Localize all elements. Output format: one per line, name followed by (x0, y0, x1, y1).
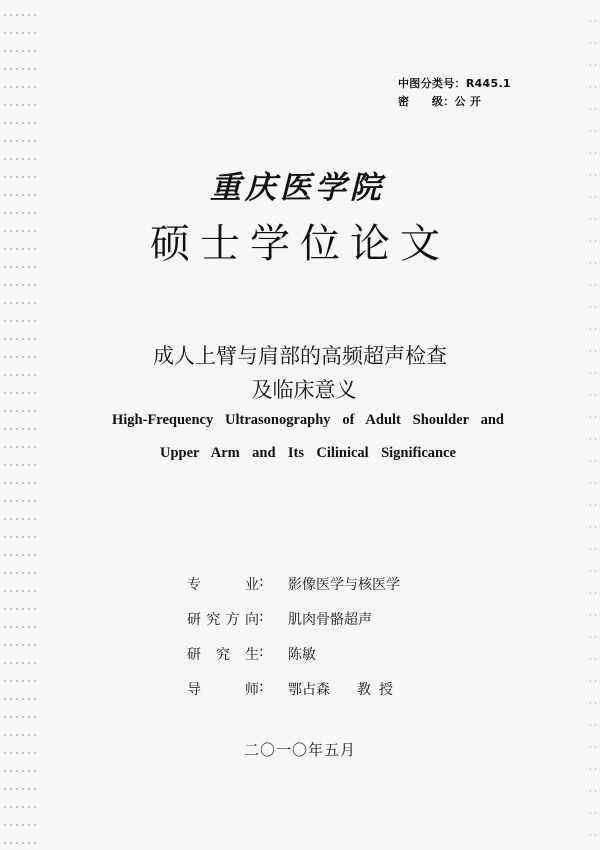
chinese-title-line-1: 成人上臂与肩部的高频超声检查 (153, 344, 447, 368)
student-value: 陈敏 (288, 647, 316, 663)
school-name: 重庆医学院 (210, 170, 385, 206)
student-colon: : (259, 644, 264, 660)
english-title-line-2: Upper Arm and Its Cilinical Significance (160, 445, 456, 461)
major-colon: : (259, 574, 264, 590)
degree-title: 硕士学位论文 (150, 221, 450, 267)
advisor-label: 导 师 (187, 682, 259, 698)
advisor-colon: : (259, 679, 264, 695)
direction-value: 肌肉骨骼超声 (288, 612, 372, 628)
security-label: 密 级： (398, 95, 455, 108)
scan-edge-right (586, 0, 600, 850)
english-title-line-1: High-Frequency Ultrasonography of Adult Shoulder and (112, 412, 504, 428)
direction-label: 研 究 方 向 (187, 612, 259, 628)
major-label: 专 业 (187, 577, 259, 593)
chinese-title-line-2: 及临床意义 (251, 378, 357, 402)
classification-block (398, 75, 511, 111)
advisor-title: 教授 (357, 682, 401, 698)
scan-edge-left (0, 0, 40, 850)
advisor-value: 鄂占森 (288, 682, 330, 698)
student-label: 研 究 生 (187, 647, 259, 663)
security-level (398, 93, 511, 111)
direction-colon: : (259, 609, 264, 625)
classification-number (398, 75, 511, 93)
submission-date: 二〇一〇年五月 (243, 741, 356, 759)
major-value: 影像医学与核医学 (288, 577, 400, 593)
classification-value: R445.1 (465, 77, 511, 90)
classification-label: 中图分类号： (398, 77, 466, 90)
security-value: 公 开 (454, 95, 482, 108)
